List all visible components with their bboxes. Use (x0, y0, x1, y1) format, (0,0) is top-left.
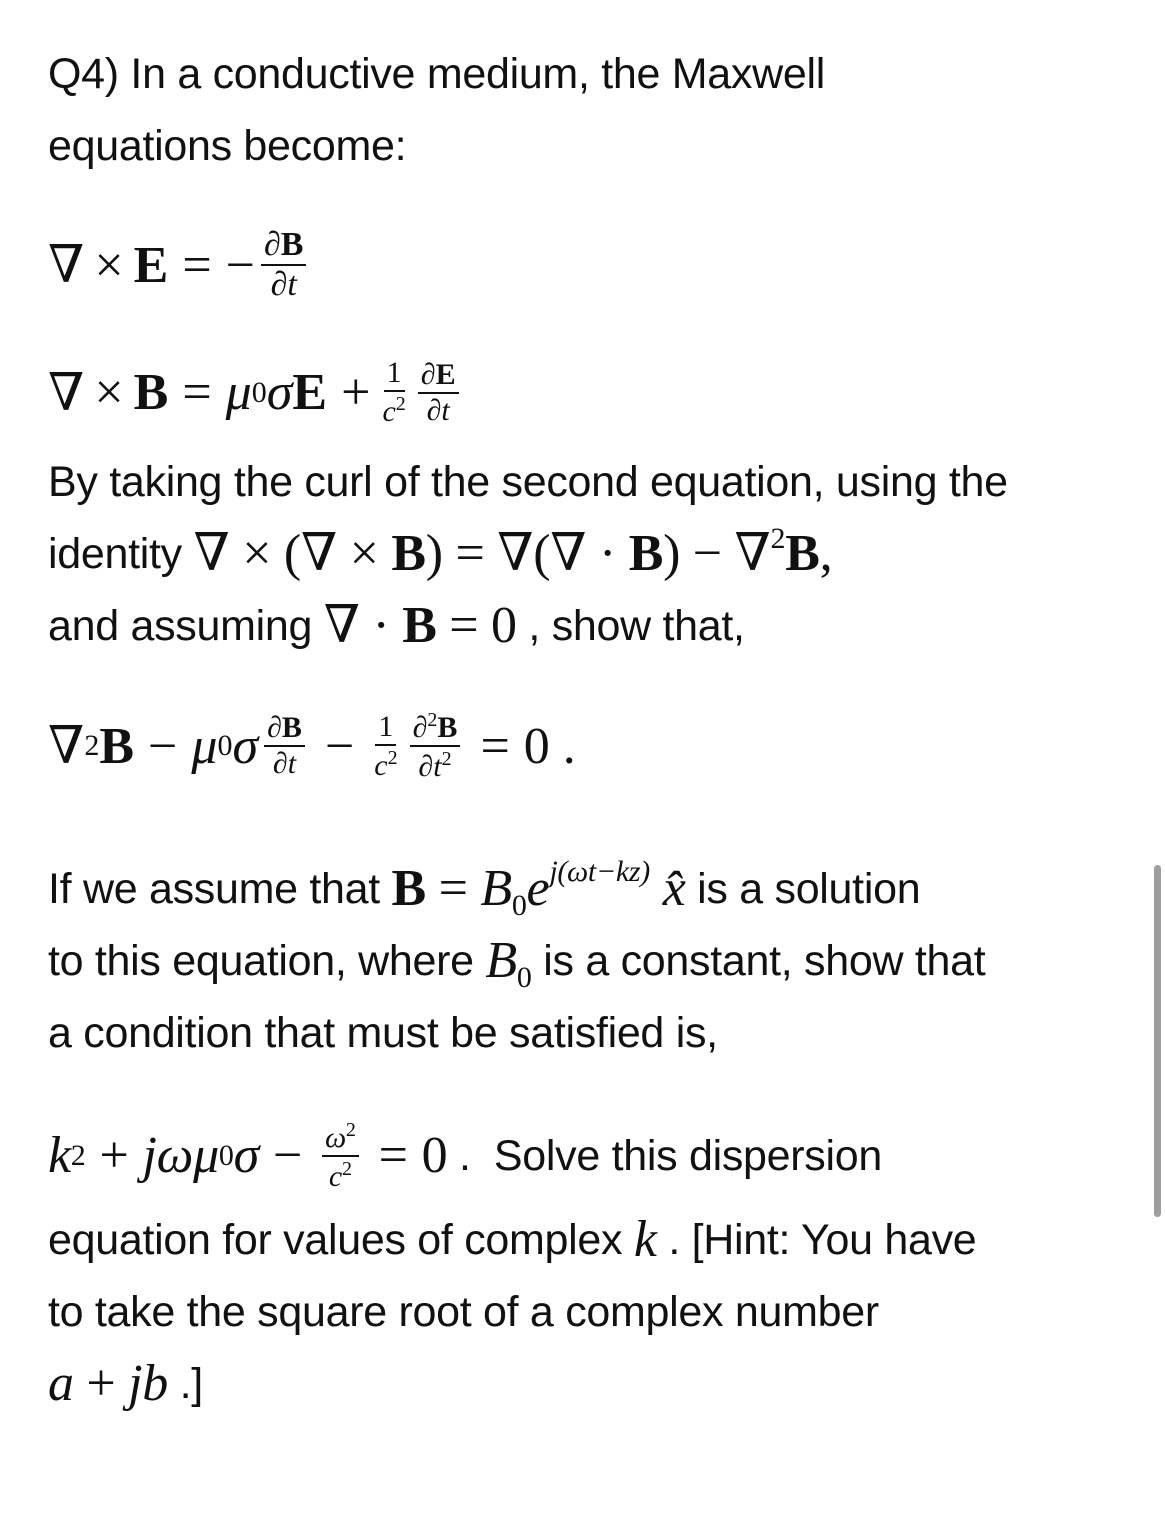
dispersion-equation: k 2 + jωμ 0 σ − $\frac{\omega^2}{c^2}$ = 0 (48, 1119, 448, 1193)
paragraph3-line-2 (48, 1204, 976, 1276)
paragraph2-line-1 (48, 853, 920, 925)
assume-label: If we assume that (48, 865, 392, 913)
paragraph3-line-3: to take the square root of a complex number (48, 1288, 879, 1336)
paragraph1-line-3 (48, 590, 745, 662)
paragraph3-line-4 (48, 1348, 203, 1420)
k-symbol: k (633, 1211, 657, 1268)
assuming-label: and assuming (48, 602, 324, 650)
dE-dt-fraction: $\frac{\partial E}{\partial t}$ (418, 360, 459, 426)
question-line-1: Q4) In a conductive medium, the Maxwell (48, 50, 825, 98)
solve-dispersion-label: . Solve this dispersion (447, 1132, 882, 1180)
wave-equation: ∇ 2 B − μ 0 σ $\frac{\partial B}{\partial t}$ − $\frac{1}{c^2}$ $\frac{\partial^2B}{\partial t^2}$ = 0 . (48, 709, 576, 783)
is-solution-label: is a solution (685, 865, 921, 913)
paragraph1-line-1: By taking the curl of the second equation, using the (48, 458, 1008, 506)
paragraph1-line-2 (48, 518, 832, 590)
omega2-over-c2-fraction: $\frac{\omega^2}{c^2}$ (322, 1120, 359, 1192)
complex-label: equation for values of complex (48, 1216, 634, 1264)
where-label: to this equation, where (48, 937, 486, 985)
vertical-scrollbar[interactable] (1154, 865, 1161, 1217)
div-b-zero: ∇ · B = 0 (323, 597, 517, 654)
paragraph2-line-3: a condition that must be satisfied is, (48, 1009, 718, 1057)
dB-dt-fraction: $\frac{\partial B}{\partial t}$ (261, 228, 307, 302)
ampere-equation: ∇ × B = μ 0 σ E + $\frac{1}{c^2}$ $\frac{\partial E}{\partial t}$ (48, 358, 465, 427)
question-line-2: equations become: (48, 122, 407, 170)
closing-bracket-label: .] (168, 1360, 203, 1408)
paragraph3-line-1 (48, 1120, 882, 1192)
identity-label: identity (48, 530, 194, 578)
one-over-c2-fraction-2: $\frac{1}{c^2}$ (374, 709, 398, 782)
paragraph2-line-2 (48, 925, 985, 997)
faraday-equation: ∇ × E = − $\frac{\partial B}{\partial t}$ (48, 228, 312, 302)
hint-label: . [Hint: You have (656, 1216, 977, 1264)
curl-identity: ∇ × (∇ × B) = ∇(∇ · B) − ∇$^2$B, (193, 522, 833, 582)
b0-symbol: $B_0$ (485, 932, 532, 994)
one-over-c2-fraction: $\frac{1}{c^2}$ (382, 356, 406, 428)
dB-dt-fraction-2: $\frac{\partial B}{\partial t}$ (264, 713, 305, 779)
b-solution-expression: $B = B_0e^{j(\omega t-kz)}$ x̂ (391, 855, 686, 922)
d2B-dt2-fraction: $\frac{\partial^2B}{\partial t^2}$ (410, 710, 461, 782)
complex-number-expression: a + jb (48, 1355, 168, 1412)
constant-label: is a constant, show that (531, 937, 986, 985)
show-that-label: , show that, (516, 602, 745, 650)
